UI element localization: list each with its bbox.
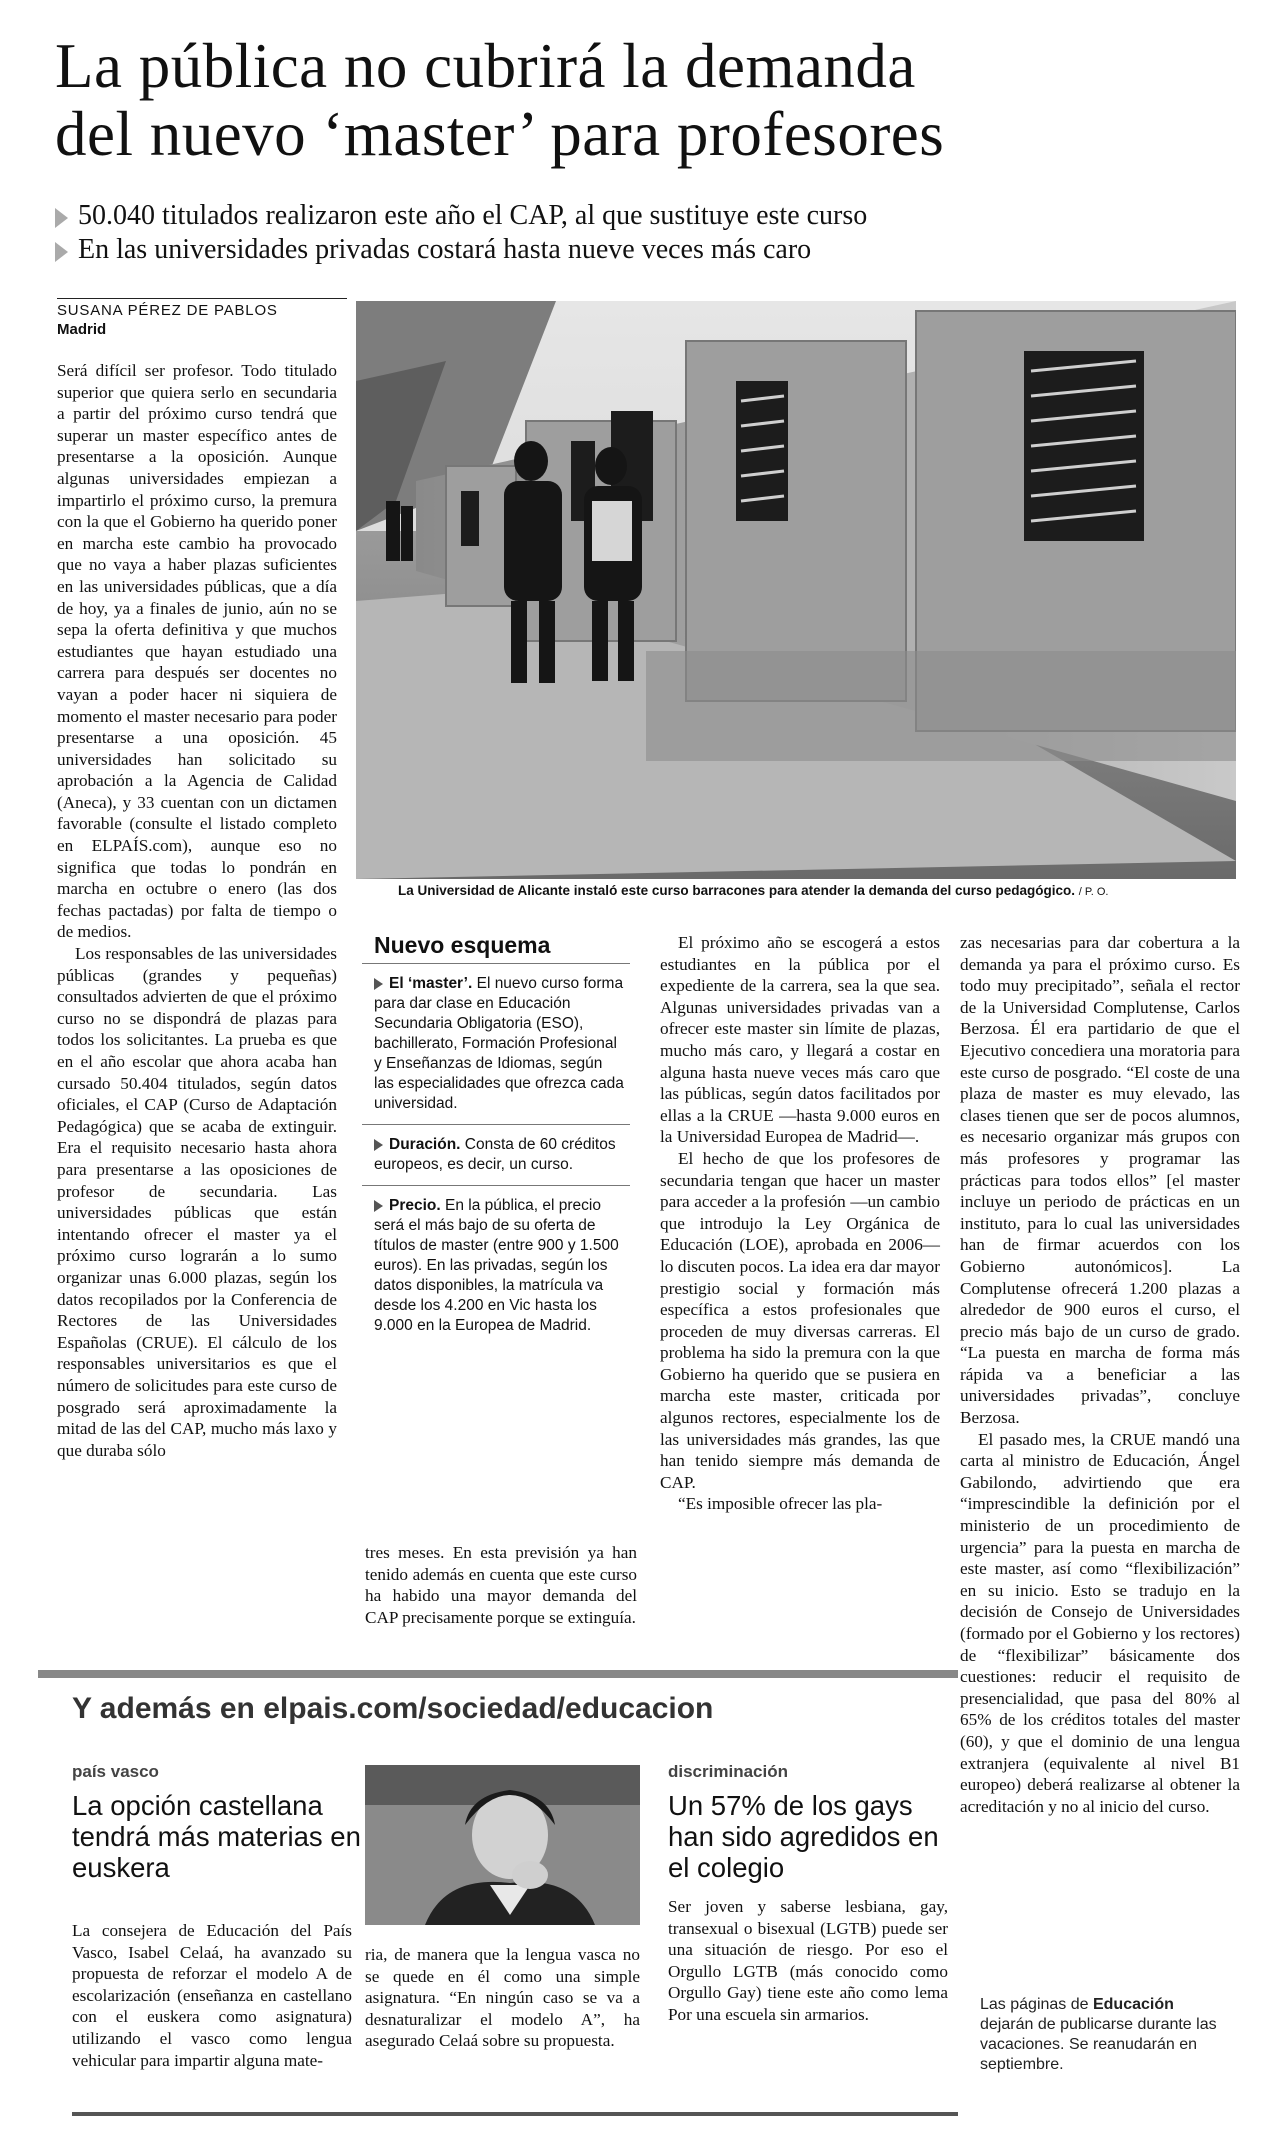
box-item-precio: Precio. En la pública, el precio será el más bajo de su oferta de títulos de master (entre 900 y 1.500 euros). En las privadas, según los datos disponibles, la matrícula va desde los 4.200 en Vic hasta los 9.000 en la Europea de Madrid. xyxy=(362,1185,630,1346)
story2-body: Ser joven y saberse lesbiana, gay, transexual o bisexual (LGTB) puede ser una situación de riesgo. Por eso el Orgullo LGTB (más conocido como Orgullo Gay) tiene este año como lema Por una escuela sin armarios. xyxy=(668,1897,948,2024)
story2-headline: Un 57% de los gays han sido agredidos en el colegio xyxy=(668,1790,939,1883)
box-title: Nuevo esquema xyxy=(374,932,551,958)
article-column-2-bottom xyxy=(365,1542,637,1628)
paragraph: zas necesarias para dar cobertura a la demanda ya para el próximo curso. Es todo muy precipitado”, señala el rector de la Universidad Complutense, Carlos Berzosa. Él era partidario de que el Ejecutivo concediera una moratoria para este curso de posgrado. “El coste de una plaza de master es muy elevado, las clases tienen que ser de pocos alumnos, es necesario organizar más grupos con más profesores y programar las prácticas para todos ellos” [el master incluye un periodo de prácticas en un instituto, para lo cual las universidades han de firmar acuerdos con los Gobierno autonómicos]. La Complutense ofrecerá 1.200 plazas a alrededor de 900 euros el curso, el precio más bajo de un curso de grado. “La puesta en marcha de forma más rápida va a beneficiar a las universidades privadas”, concluye Berzosa. xyxy=(960,933,1240,1428)
story1-body-left: La consejera de Educación del País Vasco, Isabel Celaá, ha avanzado su propuesta de reforzar el modelo A de escolarización (enseñanza en castellano con el euskera como asignatura) utilizando el vasco como lengua vehicular para impartir alguna mate- xyxy=(72,1921,352,2070)
article-column-3 xyxy=(660,932,940,1515)
paragraph: El hecho de que los profesores de secundaria tengan que hacer un master para acceder a la profesión —un cambio que introdujo la Ley Orgánica de Educación (LOE), aprobada en 2006— lo discuten pocos. La idea era dar mayor prestigio social y formación más específica a estos profesionales que proceden de muy diversas carreras. El problema ha sido la premura con la que Gobierno ha querido que se pusiera en marcha este master, criticada por algunos rectores, especialmente los de las universidades más grandes, las que han tenido siempre más demanda de CAP. xyxy=(660,1148,940,1492)
paragraph: tres meses. En esta previsión ya han tenido además en cuenta que este curso ha habido una mayor demanda del CAP precisamente porque se extinguía. xyxy=(365,1543,637,1627)
story1-photo xyxy=(365,1765,640,1925)
photo-credit: / P. O. xyxy=(1078,886,1109,898)
bottom-divider xyxy=(72,2112,958,2116)
sidebar-box-nuevo-esquema xyxy=(362,932,630,1346)
box-item-duracion: Duración. Consta de 60 créditos europeos, es decir, un curso. xyxy=(362,1124,630,1185)
portrait-illustration xyxy=(365,1765,640,1925)
photo-barracones-illustration xyxy=(356,301,1236,879)
article-column-1 xyxy=(57,360,337,1461)
triangle-bullet-icon xyxy=(55,208,68,228)
byline-place: Madrid xyxy=(57,321,107,338)
story1-kicker: país vasco xyxy=(72,1762,159,1781)
story1-headline: La opción castellana tendrá más materias en euskera xyxy=(72,1790,361,1883)
article-photo xyxy=(356,301,1236,879)
headline-line-1: La pública no cubrirá la demanda xyxy=(55,31,916,101)
headline xyxy=(55,32,1235,168)
closing-note: Las páginas de Educación dejarán de publicarse durante las vacaciones. Se reanudarán en septiembre. xyxy=(980,1996,1217,2073)
article-column-4 xyxy=(960,932,1240,1817)
arrow-bullet-icon xyxy=(374,978,383,990)
paragraph: “Es imposible ofrecer las pla- xyxy=(678,1494,883,1514)
photo-caption: La Universidad de Alicante instaló este curso barracones para atender la demanda del curso pedagógico. / P. O. xyxy=(398,883,1109,898)
paragraph: Será difícil ser profesor. Todo titulado superior que quiera serlo en secundaria a partir del próximo curso tendrá que superar un master específico antes de presentarse a la oposición. Aunque algunas universidades empiezan a impartirlo el próximo curso, la premura con la que el Gobierno ha querido poner en marcha este cambio ha provocado que no vaya a haber plazas suficientes en las universidades públicas, que a día de hoy, ya a finales de junio, aún no se sepa la oferta definitiva y que muchos estudiantes que hayan estudiado una carrera para después ser docentes no vayan a poder hacer ni siquiera de momento el master necesario para poder presentarse a una oposición. 45 universidades han solicitado su aprobación a la Agencia de Calidad (Aneca), y 33 cuentan con un dictamen favorable (consulte el listado completo en ELPAÍS.com), aunque eso no significa que todas lo pondrán en marcha en octubre o enero (las dos fechas pactadas) por falta de tiempo o de medios. xyxy=(57,361,337,942)
byline-rule xyxy=(57,298,347,299)
paragraph: El próximo año se escogerá a estos estudiantes en la pública por el expediente de la carrera, sea la que sea. Algunas universidades privadas van a ofrecer este master sin límite de plazas, mucho más caro, y llegará a costar en alguna hasta nueve veces más caro que las públicas, según datos facilitados por ellas a la CRUE —hasta 9.000 euros en la Universidad Europea de Madrid—. xyxy=(660,933,940,1147)
triangle-bullet-icon xyxy=(55,242,68,262)
deck-line-2: En las universidades privadas costará hasta nueve veces más caro xyxy=(55,234,1205,266)
story1-body-right: ria, de manera que la lengua vasca no se quede en él como una simple asignatura. “En ningún caso se va a desnaturalizar el modelo A”, ha asegurado Celaá sobre su propuesta. xyxy=(365,1945,640,2051)
box-item-master: El ‘master’. El nuevo curso forma para dar clase en Educación Secundaria Obligatoria (ESO), bachillerato, Formación Profesional y Enseñanzas de Idiomas, según las especialidades que ofrezca cada universidad. xyxy=(362,963,630,1124)
arrow-bullet-icon xyxy=(374,1200,383,1212)
section-divider xyxy=(38,1670,958,1678)
paragraph: Los responsables de las universidades públicas (grandes y pequeñas) consultados advierten de que el próximo curso no se dispondrá de plazas para todos los solicitantes. La prueba es que en el año escolar que ahora acaba han cursado 50.404 titulados, según datos oficiales, el CAP (Curso de Adaptación Pedagógica) que se acaba de extinguir. Era el requisito necesario hasta ahora para presentarse a las oposiciones de profesor de secundaria. Las universidades públicas que están intentando ofrecer el master ya el próximo curso lograrán a lo sumo organizar unas 6.000 plazas, según los datos recopilados por la Conferencia de Rectores de las Universidades Españolas (CRUE). El cálculo de los responsables universitarios es que el número de solicitudes para este curso de posgrado será aproximadamente la mitad de las del CAP, mucho más laxo y que duraba sólo xyxy=(57,944,337,1460)
paragraph: El pasado mes, la CRUE mandó una carta al ministro de Educación, Ángel Gabilondo, advirtiendo que era “imprescindible la definición por el ministerio de un procedimiento de urgencia” para la puesta en marcha de este master, así como “flexibilización” en su inicio. Esto se tradujo en la decisión de Consejo de Universidades (formado por el Gobierno y los rectores) de “flexibilizar” básicamente dos cuestiones: reducir el requisito de presencialidad, que pasa del 80% al 65% de los créditos totales del master (60), y que el dominio de una lengua extranjera (equivalente al nivel B1 europeo) deberá realizarse al obtener la acreditación y no al inicio del curso. xyxy=(960,1429,1240,1816)
arrow-bullet-icon xyxy=(374,1139,383,1151)
byline-author: SUSANA PÉREZ DE PABLOS xyxy=(57,302,278,319)
story2-kicker: discriminación xyxy=(668,1762,788,1781)
deck-line-1: 50.040 titulados realizaron este año el CAP, al que sustituye este curso xyxy=(55,200,1205,232)
section-title-more: Y además en elpais.com/sociedad/educacion xyxy=(72,1692,714,1725)
headline-line-2: del nuevo ‘master’ para profesores xyxy=(55,99,945,169)
